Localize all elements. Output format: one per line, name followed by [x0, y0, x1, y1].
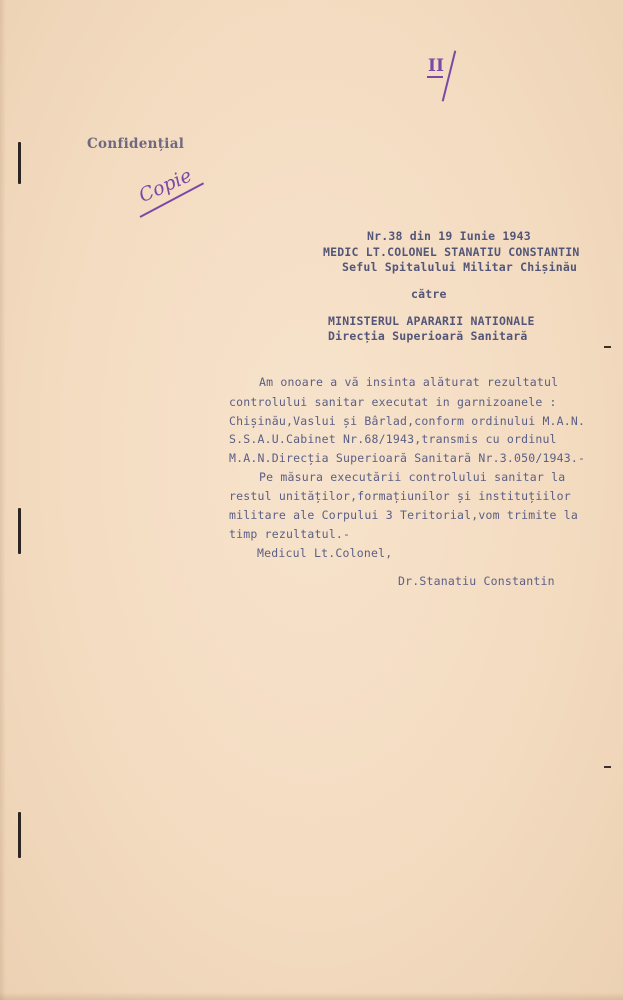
right-edge-mark-bottom — [604, 766, 611, 768]
binding-mark-middle — [18, 508, 21, 554]
letter-number-date: Nr.38 din 19 Iunie 1943 — [367, 229, 531, 243]
body-line: timp rezultatul.- — [229, 527, 351, 541]
body-line: Chișinău,Vaslui și Bârlad,conform ordinului M.A.N. — [229, 414, 586, 428]
recipient-name: MINISTERUL APARARII NATIONALE — [328, 314, 535, 328]
sender-title: Seful Spitalului Militar Chișinău — [342, 260, 578, 274]
signature-rank: Medicul Lt.Colonel, — [257, 546, 393, 560]
recipient-department: Direcția Superioară Sanitară — [328, 329, 528, 343]
page-bottom-shadow — [0, 992, 623, 1000]
body-line: militare ale Corpului 3 Teritorial,vom trimite la — [229, 508, 579, 522]
page-number-annotation: II — [428, 56, 444, 76]
signature-name: Dr.Stanatiu Constantin — [398, 574, 555, 588]
page-edge-shadow — [0, 0, 6, 1000]
binding-mark-bottom — [18, 812, 21, 858]
right-edge-mark-top — [604, 346, 611, 348]
body-line: restul unităților,formațiunilor și instituțiilor — [229, 489, 571, 503]
body-line: controlului sanitar executat in garnizoanele : — [229, 395, 557, 409]
copy-handwritten-note: Copie — [135, 164, 196, 208]
to-word: către — [411, 287, 447, 301]
body-line: S.S.A.U.Cabinet Nr.68/1943,transmis cu ordinul — [229, 432, 557, 446]
sender-name: MEDIC LT.COLONEL STANATIU CONSTANTIN — [323, 245, 580, 259]
body-line: Pe măsura executării controlului sanitar la — [259, 470, 566, 484]
body-line: M.A.N.Direcția Superioară Sanitară Nr.3.050/1943.- — [229, 451, 586, 465]
page-number-underline — [427, 76, 443, 78]
body-line: Am onoare a vă insinta alăturat rezultatul — [259, 375, 559, 389]
confidential-stamp: Confidențial — [87, 136, 185, 152]
binding-mark-top — [18, 142, 21, 184]
